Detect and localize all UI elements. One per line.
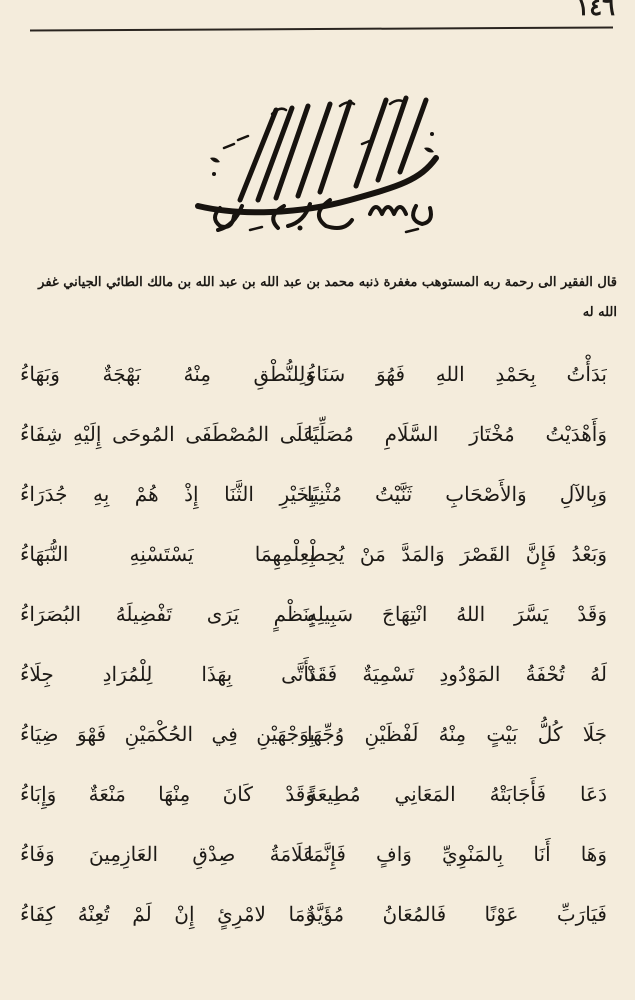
verse-right-hemistich: دَعَا فَأَجَابَتْهُ المَعَانِي مُطِيعَةً [307, 782, 607, 806]
verse-right-hemistich: وَهَا أَنَا بِالمَنْوِيِّ وَافٍ فَإِنَّمَا [307, 842, 607, 866]
intro-text: قال الفقير الى رحمة ربه المستوهب مغفرة ذنبه محمد بن عبد الله بن عبد الله بن مالك الطائي الجياني غفر الله له [38, 275, 617, 320]
verse-row [0, 350, 635, 398]
verse-row [0, 710, 635, 758]
verse-right-hemistich: لَهُ تُحْفَةُ المَوْدُودِ تَسْمِيَةٌ فَقَدْ [307, 662, 607, 686]
basmala-calligraphy [180, 88, 448, 238]
verse-right-hemistich: وَبِالآلِ وَالأَصْحَابِ ثَنَّيْتُ مُثْنِيًا [307, 482, 607, 506]
verse-left-hemistich: عَلَى المُصْطَفَى المُوحَى إِلَيْهِ شِفَاءُ [20, 422, 315, 446]
verse-row [0, 830, 635, 878]
verse-right-hemistich: فَيَارَبِّ عَوْنًا فَالمُعَانُ مُؤَيَّدٌ [307, 902, 607, 926]
verse-row [0, 590, 635, 638]
verse-left-hemistich: وَلِلنُّطْقِ مِنْهُ بَهْجَةٌ وَبَهَاءُ [20, 362, 315, 386]
poem-verses [0, 350, 635, 950]
verse-left-hemistich: وَمَا لامْرِئٍ إِنْ لَمْ تُعِنْهُ كِفَاءُ [20, 902, 315, 926]
verse-right-hemistich: وَأَهْدَيْتُ مُخْتَارَ السَّلَامِ مُصَلِّيًا [307, 422, 607, 446]
verse-left-hemistich: تَأَتَّى بِهَذَا لِلْمُرَادِ جِلَاءُ [20, 662, 315, 686]
verse-row [0, 410, 635, 458]
verse-right-hemistich: بَدَأْتُ بِحَمْدِ اللهِ فَهُوَ سَنَاءُ [307, 362, 607, 386]
verse-left-hemistich: وَقَدْ كَانَ مِنْهَا مَنْعَةٌ وَإِبَاءُ [20, 782, 315, 806]
verse-left-hemistich: بِوَجْهَيْنِ فِي الحُكْمَيْنِ فَهْوَ ضِيَاءُ [20, 722, 315, 746]
basmala-calligraphy-drawing [180, 88, 448, 238]
verse-row [0, 470, 635, 518]
verse-row [0, 530, 635, 578]
header-rule [30, 26, 613, 31]
verse-left-hemistich: بِعِلْمِهِمَا يَسْتَسْنِهِ النُّبَهَاءُ [20, 542, 315, 566]
verse-row [0, 650, 635, 698]
verse-right-hemistich: وَقَدْ يَسَّرَ اللهُ انْتِهَاجَ سَبِيلِهِ [307, 602, 607, 626]
verse-right-hemistich: وَبَعْدُ فَإِنَّ القَصْرَ وَالمَدَّ مَنْ يُحِطْ [307, 542, 607, 566]
verse-row [0, 770, 635, 818]
verse-left-hemistich: بِنَظْمٍ يَرَى تَفْضِيلَهُ البُصَرَاءُ [20, 602, 315, 626]
verse-right-hemistich: جَلَا كُلُّ بَيْتٍ مِنْهُ لَفْظَيْنِ وُجِّهَا [307, 722, 607, 746]
verse-row [0, 890, 635, 938]
verse-left-hemistich: عَلَامَةُ صِدْقِ العَازِمِينَ وَفَاءُ [20, 842, 315, 866]
verse-left-hemistich: بِخَيْرِ الثَّنَا إِذْ هُمْ بِهِ جُدَرَاءُ [20, 482, 315, 506]
page-number: ١٤٦ [576, 0, 615, 21]
